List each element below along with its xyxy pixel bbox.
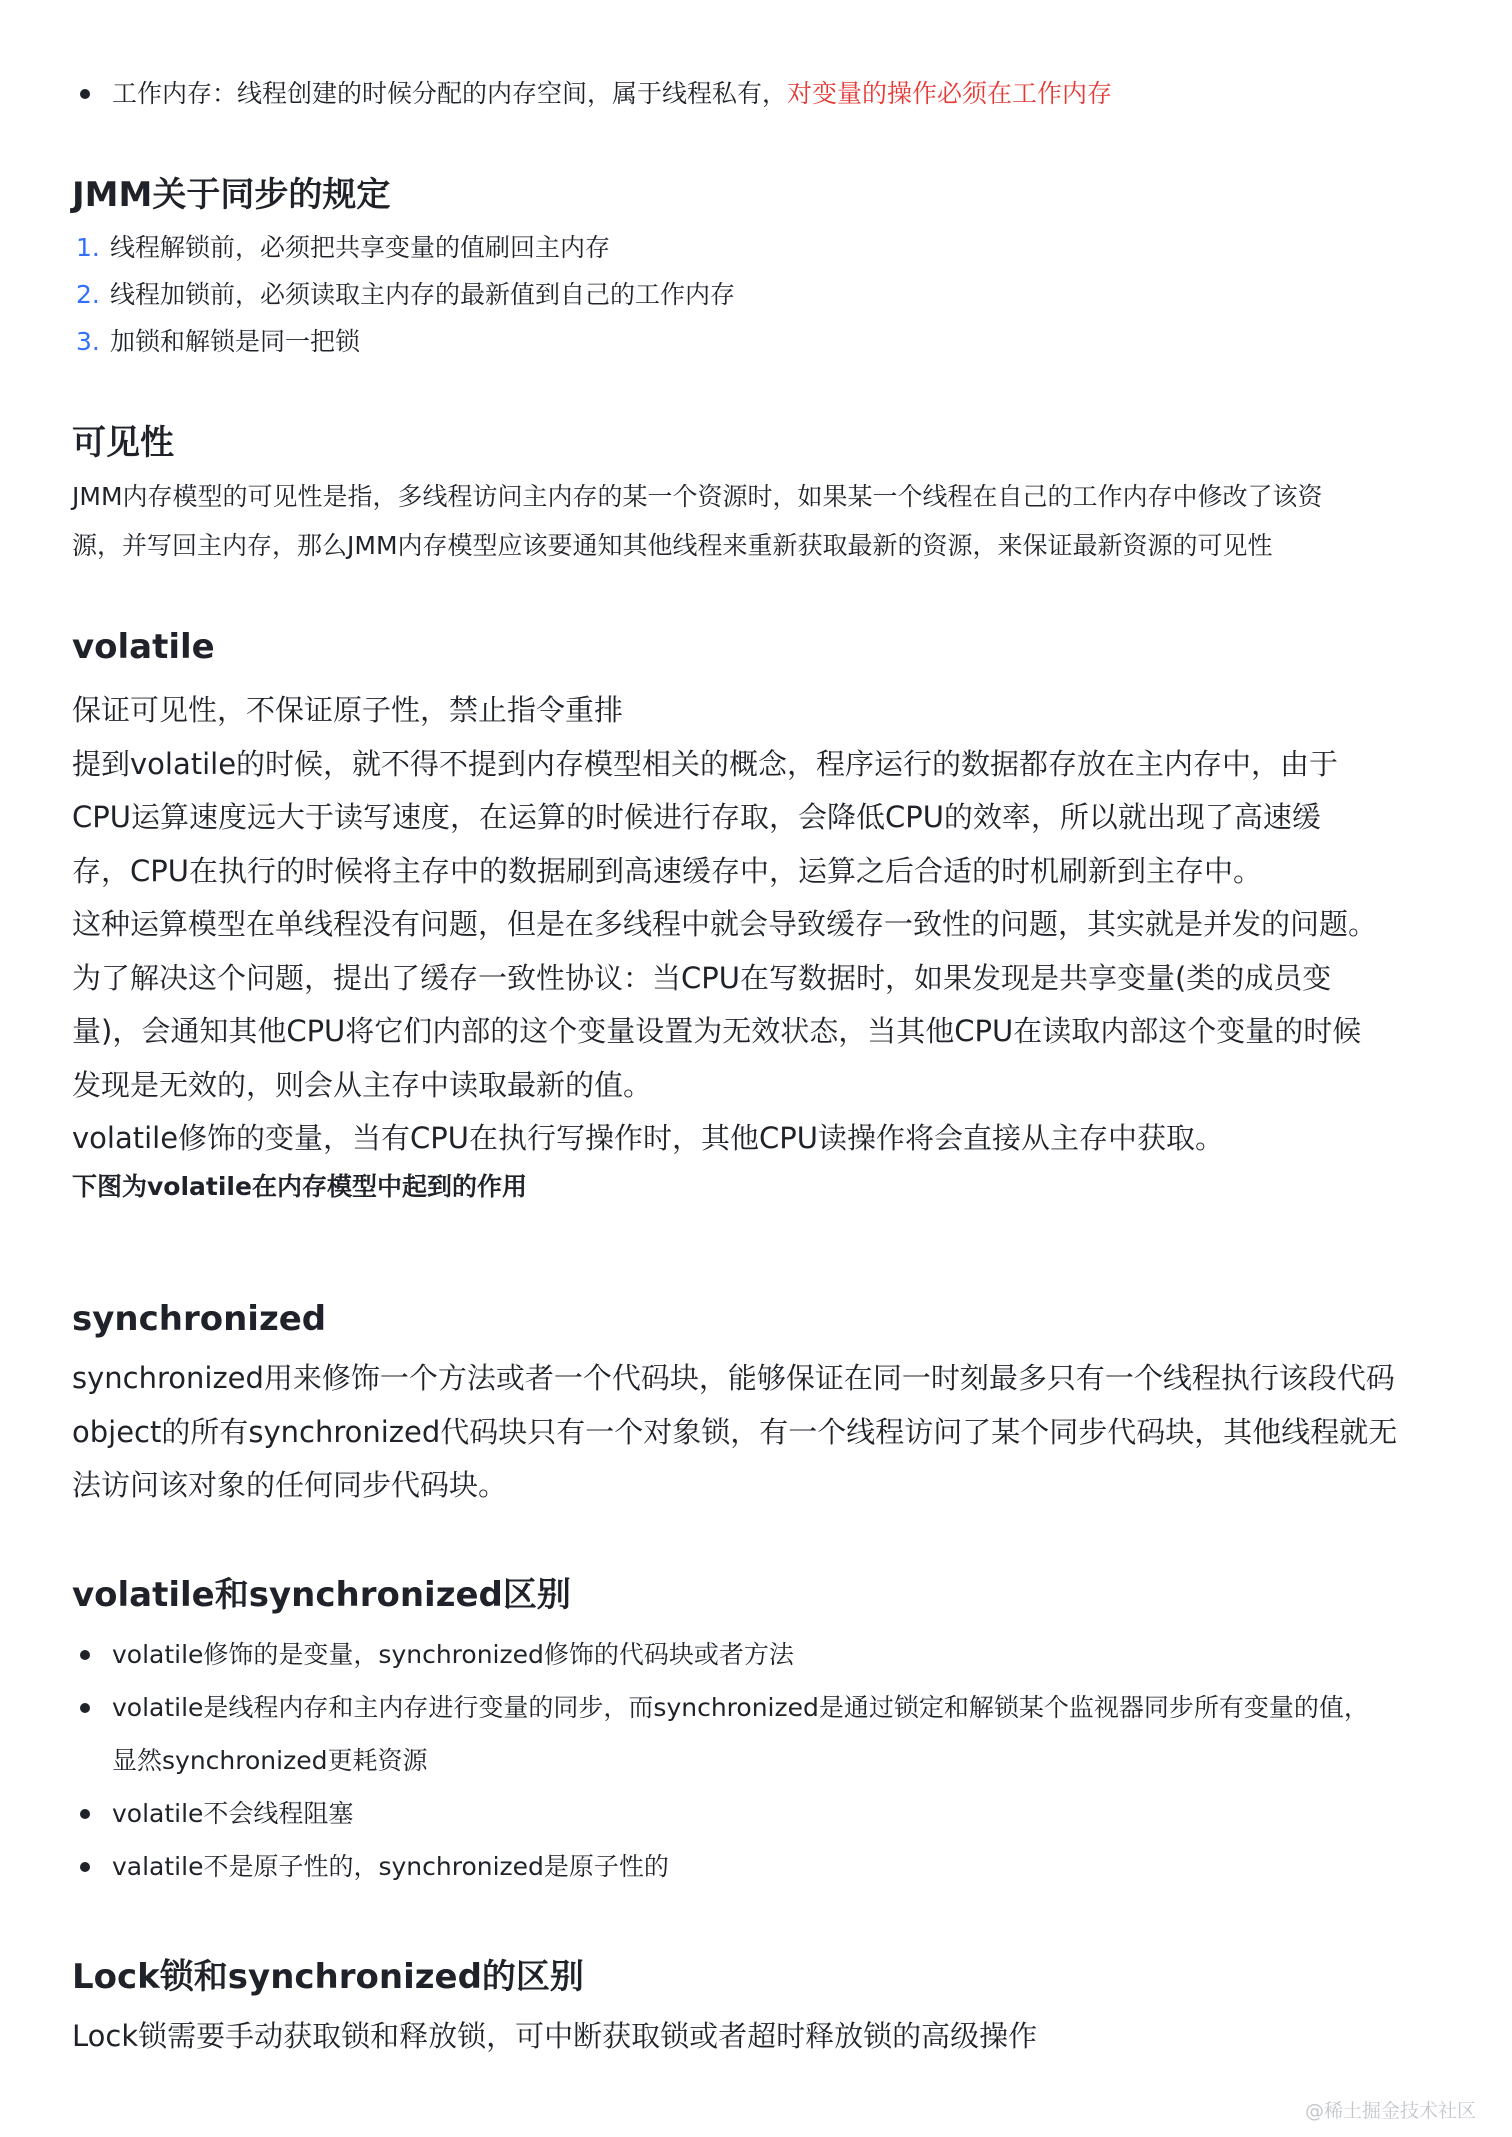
list-text: volatile修饰的是变量，synchronized修饰的代码块或者方法 (112, 1640, 794, 1669)
section-title-synchronized: synchronized (72, 1299, 327, 1339)
text-line: 为了解决这个问题，提出了缓存一致性协议：当CPU在写数据时，如果发现是共享变量(类的成员变 (72, 960, 1332, 995)
text-line: 提到volatile的时候，就不得不提到内存模型相关的概念，程序运行的数据都存放在主内存中，由于 (72, 746, 1339, 781)
list-number: 3. (76, 327, 100, 356)
section-title-volatile: volatile (72, 627, 215, 667)
bullet-dot (80, 1862, 90, 1872)
text-line: volatile修饰的变量，当有CPU在执行写操作时，其他CPU读操作将会直接从主存中获取。 (72, 1121, 1224, 1155)
list-text: valatile不是原子性的，synchronized是原子性的 (112, 1852, 669, 1881)
list-item (72, 1840, 1492, 1893)
list-text: volatile是线程内存和主内存进行变量的同步，而synchronized是通过锁定和解锁某个监视器同步所有变量的值， (112, 1693, 1369, 1722)
text-line: 法访问该对象的任何同步代码块。 (72, 1468, 508, 1502)
text-line: 保证可见性，不保证原子性，禁止指令重排 (72, 693, 624, 727)
bullet-dot (80, 1703, 90, 1713)
text-line: 发现是无效的，则会从主存中读取最新的值。 (72, 1067, 653, 1102)
watermark: @稀土掘金技术社区 (1304, 2100, 1476, 2122)
diff-list (72, 1628, 1492, 1893)
text-line: JMM内存模型的可见性是指，多线程访问主内存的某一个资源时，如果某一个线程在自己的工作内存中修改了该资 (72, 482, 1323, 511)
section-title-visibility: 可见性 (72, 423, 174, 463)
list-number: 1. (76, 233, 100, 262)
list-text: 加锁和解锁是同一把锁 (110, 327, 361, 356)
list-item (72, 1681, 1492, 1787)
figure-caption: 下图为volatile在内存模型中起到的作用 (72, 1172, 527, 1201)
section-title-diff: volatile和synchronized区别 (72, 1575, 571, 1615)
text-line: CPU运算速度远大于读写速度，在运算的时候进行存取，会降低CPU的效率，所以就出现了高速缓 (72, 800, 1321, 834)
synchronized-paragraph (72, 1352, 1492, 1513)
list-text: 线程加锁前，必须读取主内存的最新值到自己的工作内存 (110, 280, 736, 309)
section-title-jmm-sync: JMM关于同步的规定 (72, 175, 391, 215)
list-item (72, 1787, 1492, 1840)
list-text: 线程解锁前，必须把共享变量的值刷回主内存 (110, 233, 611, 262)
text-line: 这种运算模型在单线程没有问题，但是在多线程中就会导致缓存一致性的问题，其实就是并发的问题。 (72, 907, 1378, 941)
text-line: 存，CPU在执行的时候将主存中的数据刷到高速缓存中，运算之后合适的时机刷新到主存中。 (72, 853, 1262, 888)
bullet-dot (80, 1809, 90, 1819)
volatile-paragraph (72, 684, 1492, 1166)
list-item (72, 318, 735, 365)
text-line: 源，并写回主内存，那么JMM内存模型应该要通知其他线程来重新获取最新的资源，来保证最新资源的可见性 (72, 531, 1273, 560)
list-text: 显然synchronized更耗资源 (112, 1746, 428, 1775)
intro-highlight: 对变量的操作必须在工作内存 (787, 79, 1113, 108)
intro-text: 工作内存：线程创建的时候分配的内存空间，属于线程私有， (112, 79, 788, 108)
list-item (72, 271, 735, 318)
jmm-sync-list (72, 224, 735, 365)
section-title-lock: Lock锁和synchronized的区别 (72, 1957, 584, 1997)
list-item (72, 224, 735, 271)
list-text: volatile不会线程阻塞 (112, 1799, 354, 1828)
visibility-paragraph (72, 472, 1472, 570)
bullet-dot (80, 89, 90, 99)
lock-paragraph: Lock锁需要手动获取锁和释放锁，可中断获取锁或者超时释放锁的高级操作 (72, 2019, 1038, 2053)
bullet-dot (80, 1650, 90, 1660)
list-item (72, 1628, 1492, 1681)
text-line: object的所有synchronized代码块只有一个对象锁，有一个线程访问了某个同步代码块，其他线程就无 (72, 1414, 1398, 1449)
text-line: 量)，会通知其他CPU将它们内部的这个变量设置为无效状态，当其他CPU在读取内部这个变量的时候 (72, 1014, 1362, 1048)
list-item (72, 67, 1112, 120)
list-number: 2. (76, 280, 100, 309)
text-line: synchronized用来修饰一个方法或者一个代码块，能够保证在同一时刻最多只有一个线程执行该段代码 (72, 1361, 1395, 1395)
